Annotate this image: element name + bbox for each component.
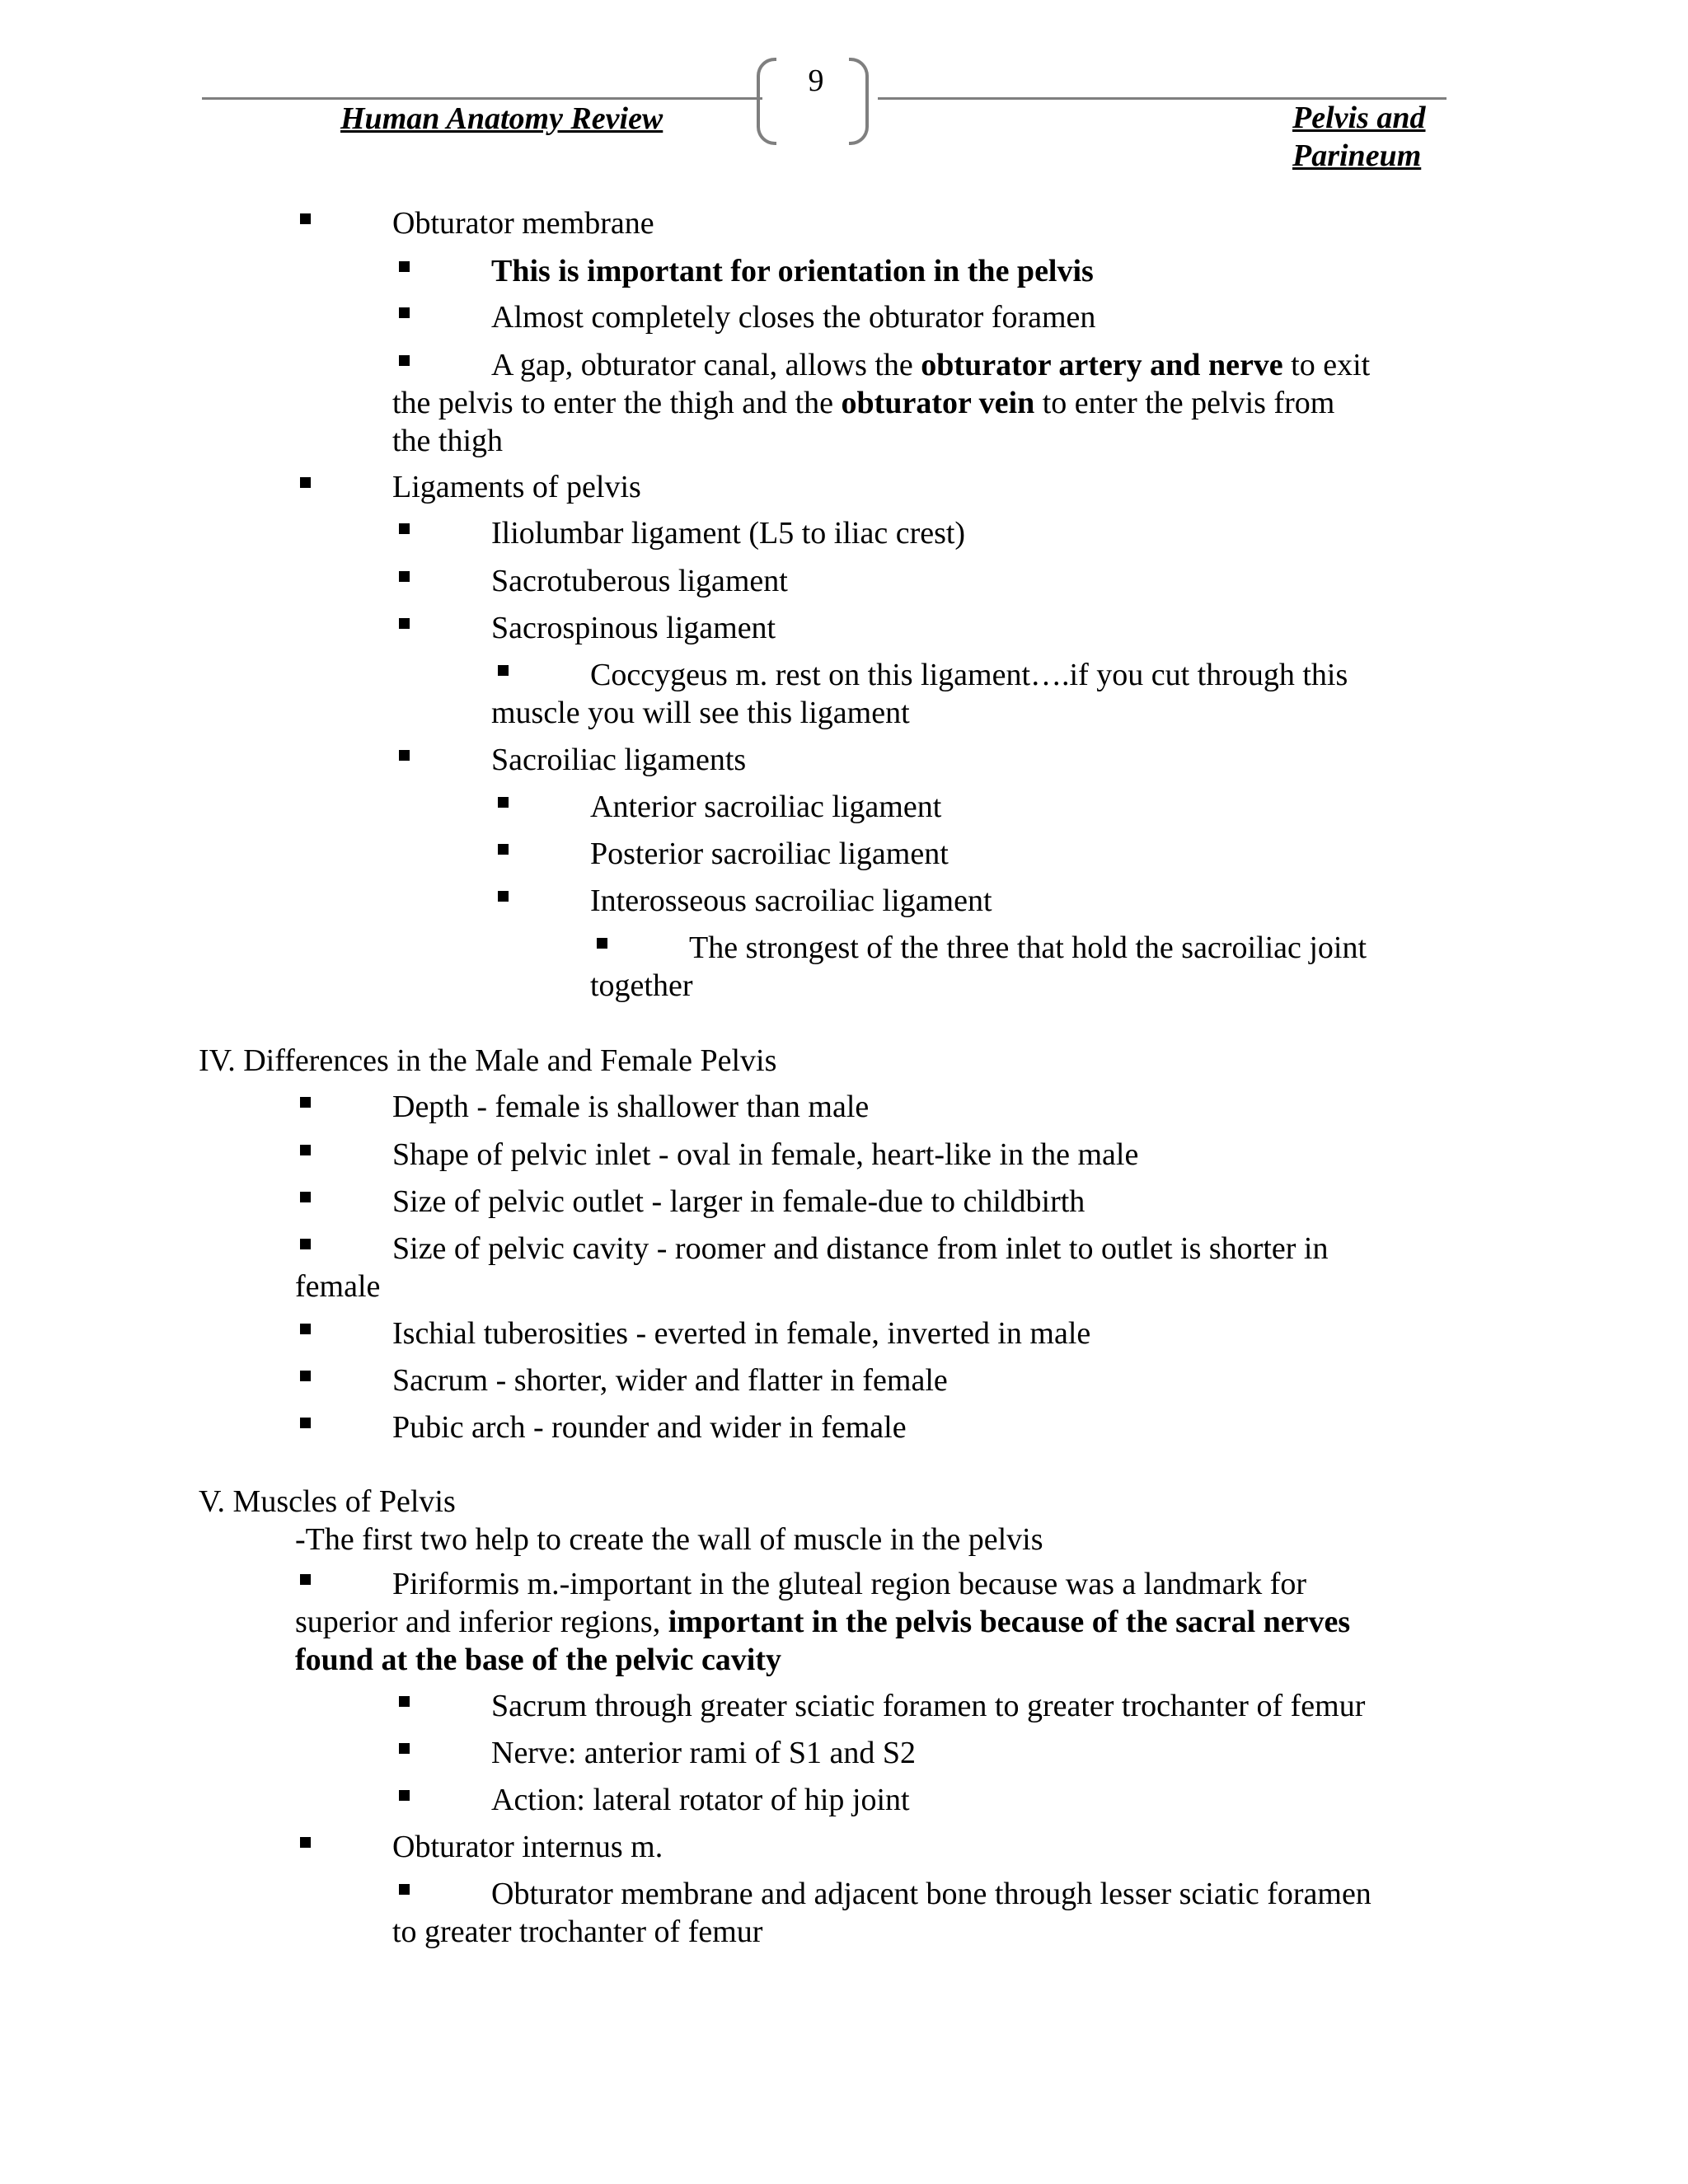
list-item-text: Anterior sacroiliac ligament <box>590 790 942 824</box>
square-bullet-icon <box>399 618 410 629</box>
square-bullet-icon <box>399 307 410 318</box>
square-bullet-icon <box>399 523 410 534</box>
list-item-text: Obturator membrane and adjacent bone through lesser sciatic foramen <box>491 1877 1372 1911</box>
square-bullet-icon <box>300 1574 311 1585</box>
page-number: 9 <box>808 63 824 98</box>
list-item-text: Coccygeus m. rest on this ligament….if you cut through this <box>590 658 1348 692</box>
list-item-text-continued: muscle you will see this ligament <box>491 696 910 730</box>
list-item-text: Almost completely closes the obturator foramen <box>491 300 1096 335</box>
square-bullet-icon <box>300 1324 311 1334</box>
square-bullet-icon <box>498 844 509 855</box>
list-item-text: Sacrum - shorter, wider and flatter in female <box>392 1363 948 1398</box>
square-bullet-icon <box>399 355 410 366</box>
list-item-text: Posterior sacroiliac ligament <box>590 837 949 871</box>
square-bullet-icon <box>498 891 509 902</box>
list-item-text-continued: the pelvis to enter the thigh and the obturator vein to enter the pelvis from <box>392 386 1335 420</box>
list-item-text: Sacrotuberous ligament <box>491 564 788 598</box>
list-item-text: This is important for orientation in the pelvis <box>491 254 1094 288</box>
list-item-text: Ischial tuberosities - everted in female, inverted in male <box>392 1316 1091 1351</box>
square-bullet-icon <box>399 571 410 582</box>
list-item-text-continued: female <box>295 1269 381 1304</box>
list-item-text: Iliolumbar ligament (L5 to iliac crest) <box>491 516 966 551</box>
square-bullet-icon <box>399 261 410 272</box>
list-item-text: Sacroiliac ligaments <box>491 743 747 777</box>
square-bullet-icon <box>300 213 311 224</box>
square-bullet-icon <box>399 1743 410 1754</box>
header-title-left: Human Anatomy Review <box>340 101 663 136</box>
square-bullet-icon <box>399 750 410 761</box>
square-bullet-icon <box>498 665 509 676</box>
list-item-text: Nerve: anterior rami of S1 and S2 <box>491 1736 916 1770</box>
list-item-text: Sacrum through greater sciatic foramen to greater trochanter of femur <box>491 1689 1366 1723</box>
square-bullet-icon <box>597 938 607 949</box>
list-item-text: Depth - female is shallower than male <box>392 1090 870 1124</box>
square-bullet-icon <box>300 1371 311 1381</box>
list-item-text: Action: lateral rotator of hip joint <box>491 1783 910 1817</box>
list-item-text: A gap, obturator canal, allows the obturator artery and nerve to exit <box>491 348 1371 382</box>
page-number-bracket-left <box>757 58 776 145</box>
square-bullet-icon <box>300 1097 311 1108</box>
list-item-text-continued: to greater trochanter of femur <box>392 1915 763 1949</box>
square-bullet-icon <box>399 1696 410 1707</box>
page-number-bracket-right <box>849 58 869 145</box>
list-item-text: Obturator membrane <box>392 206 654 241</box>
list-item-text: The strongest of the three that hold the sacroiliac joint <box>689 930 1367 965</box>
section-heading-differences: IV. Differences in the Male and Female Pelvis <box>199 1043 777 1078</box>
square-bullet-icon <box>300 477 311 488</box>
section-intro: -The first two help to create the wall of muscle in the pelvis <box>295 1522 1043 1557</box>
list-item-text: Piriformis m.-important in the gluteal region because was a landmark for <box>392 1567 1307 1601</box>
square-bullet-icon <box>399 1790 410 1801</box>
square-bullet-icon <box>300 1145 311 1155</box>
list-item-text: Size of pelvic outlet - larger in female-due to childbirth <box>392 1184 1085 1219</box>
square-bullet-icon <box>498 797 509 808</box>
square-bullet-icon <box>300 1239 311 1249</box>
list-item-text-continued: found at the base of the pelvic cavity <box>295 1643 782 1677</box>
list-item-text: Obturator internus m. <box>392 1830 663 1864</box>
list-item-text: Ligaments of pelvis <box>392 470 641 504</box>
list-item-text: Pubic arch - rounder and wider in female <box>392 1410 907 1445</box>
list-item-text: Size of pelvic cavity - roomer and distance from inlet to outlet is shorter in <box>392 1231 1329 1266</box>
list-item-text-continued: superior and inferior regions, important in the pelvis because of the sacral nerves <box>295 1605 1351 1639</box>
list-item-text: Interosseous sacroiliac ligament <box>590 883 992 918</box>
square-bullet-icon <box>399 1884 410 1895</box>
list-item-text-continued: the thigh <box>392 424 504 458</box>
list-item-text: Sacrospinous ligament <box>491 611 776 645</box>
header-title-right <box>1292 99 1425 175</box>
square-bullet-icon <box>300 1418 311 1428</box>
header-title-right-line2: Parineum <box>1292 138 1422 173</box>
section-heading-muscles: V. Muscles of Pelvis <box>199 1484 456 1519</box>
list-item-text: Shape of pelvic inlet - oval in female, heart-like in the male <box>392 1137 1139 1172</box>
square-bullet-icon <box>300 1837 311 1848</box>
square-bullet-icon <box>300 1192 311 1202</box>
header-title-right-line1: Pelvis and <box>1292 101 1426 135</box>
list-item-text-continued: together <box>590 968 693 1003</box>
